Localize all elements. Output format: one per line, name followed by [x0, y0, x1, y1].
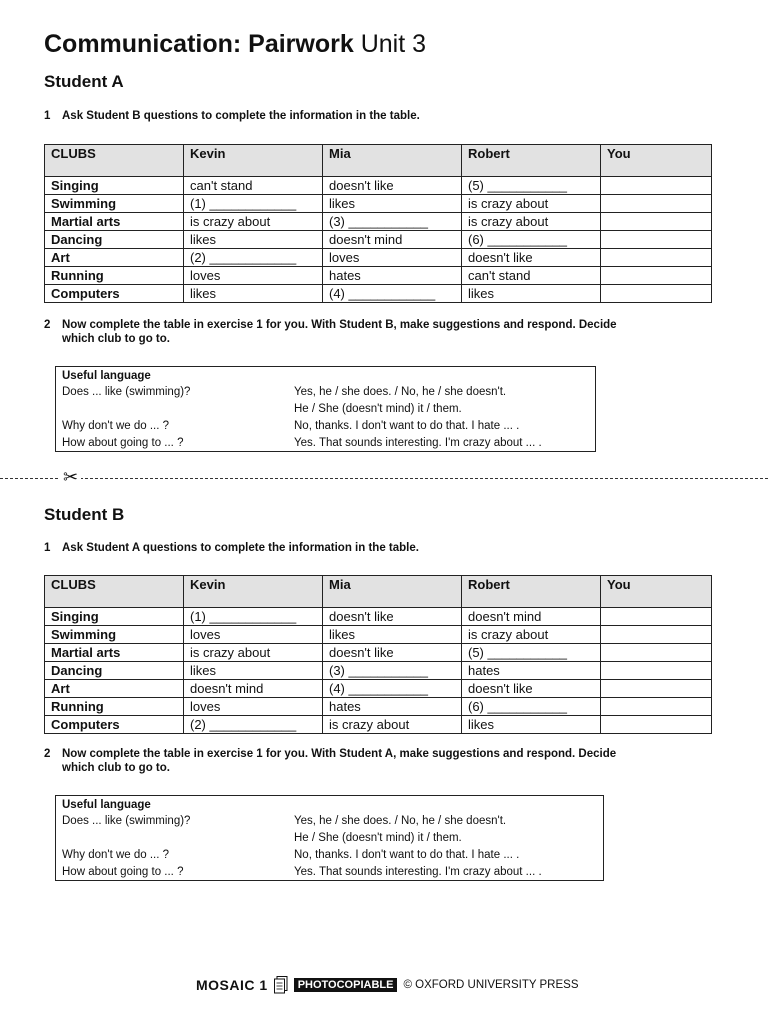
club-name-cell: Dancing: [45, 231, 184, 249]
scissors-icon: ✂: [60, 467, 81, 487]
exercise-number: 2: [44, 319, 51, 331]
table-cell: (3) ___________: [323, 213, 462, 231]
table-cell: doesn't like: [323, 608, 462, 626]
useful-language-question: How about going to ... ?: [62, 437, 184, 449]
club-name-cell: Computers: [45, 285, 184, 303]
photocopy-icon: [274, 976, 288, 994]
student-b-table-body: [45, 576, 712, 734]
table-cell: (5) ___________: [462, 177, 601, 195]
table-cell: (1) ____________: [184, 195, 323, 213]
table-cell: [601, 213, 712, 231]
student-a-table-body: [45, 145, 712, 303]
table-cell: [601, 608, 712, 626]
table-cell: hates: [462, 662, 601, 680]
title-unit: Unit 3: [360, 30, 427, 58]
club-name-cell: Martial arts: [45, 644, 184, 662]
column-header: Mia: [323, 145, 462, 177]
student-b-exercise-2: [44, 747, 616, 775]
table-row: [45, 680, 712, 698]
table-cell: doesn't mind: [323, 231, 462, 249]
table-cell: [601, 626, 712, 644]
table-row: [45, 177, 712, 195]
table-row: [45, 249, 712, 267]
column-header: CLUBS: [45, 576, 184, 608]
useful-language-question: Does ... like (swimming)?: [62, 386, 191, 398]
table-row: [45, 285, 712, 303]
table-cell: loves: [184, 698, 323, 716]
table-cell: [601, 662, 712, 680]
useful-language-question: How about going to ... ?: [62, 866, 184, 878]
table-cell: is crazy about: [462, 195, 601, 213]
table-cell: (2) ____________: [184, 716, 323, 734]
table-cell: likes: [184, 285, 323, 303]
table-cell: is crazy about: [462, 626, 601, 644]
table-row: [45, 662, 712, 680]
table-cell: [601, 644, 712, 662]
exercise-text-line-2: which club to go to.: [62, 333, 170, 345]
student-a-table: [44, 144, 712, 303]
exercise-text: Ask Student A questions to complete the information in the table.: [62, 542, 419, 554]
column-header: You: [601, 145, 712, 177]
table-cell: [601, 195, 712, 213]
useful-language-row: [62, 384, 589, 401]
table-row: [45, 644, 712, 662]
table-cell: loves: [184, 267, 323, 285]
club-name-cell: Running: [45, 267, 184, 285]
table-row: [45, 698, 712, 716]
table-cell: doesn't like: [323, 177, 462, 195]
table-row: [45, 267, 712, 285]
table-cell: [601, 680, 712, 698]
column-header: Robert: [462, 576, 601, 608]
table-cell: can't stand: [462, 267, 601, 285]
table-cell: (2) ____________: [184, 249, 323, 267]
useful-language-question: Why don't we do ... ?: [62, 849, 170, 861]
table-cell: likes: [462, 285, 601, 303]
table-cell: is crazy about: [184, 213, 323, 231]
student-a-useful-language-box: [55, 366, 596, 452]
exercise-text-line-1: Now complete the table in exercise 1 for you. With Student B, make suggestions and respond. Decide: [62, 319, 617, 331]
student-b-useful-language-box: [55, 795, 604, 881]
exercise-text-line-2: which club to go to.: [62, 762, 170, 774]
club-name-cell: Singing: [45, 608, 184, 626]
table-cell: doesn't mind: [462, 608, 601, 626]
table-cell: (3) ___________: [323, 662, 462, 680]
table-cell: [601, 285, 712, 303]
student-b-table: [44, 575, 712, 734]
table-row: [45, 608, 712, 626]
useful-language-response: Yes. That sounds interesting. I'm crazy about ... .: [294, 866, 542, 878]
table-cell: doesn't like: [462, 249, 601, 267]
useful-language-question: Does ... like (swimming)?: [62, 815, 191, 827]
column-header: Mia: [323, 576, 462, 608]
table-cell: is crazy about: [462, 213, 601, 231]
club-name-cell: Martial arts: [45, 213, 184, 231]
photocopiable-badge: PHOTOCOPIABLE: [294, 978, 398, 992]
club-name-cell: Dancing: [45, 662, 184, 680]
useful-language-response: Yes, he / she does. / No, he / she doesn't.: [294, 386, 507, 398]
useful-language-response: Yes. That sounds interesting. I'm crazy about ... .: [294, 437, 542, 449]
table-cell: (4) ___________: [323, 680, 462, 698]
table-cell: is crazy about: [323, 716, 462, 734]
useful-language-heading: Useful language: [62, 370, 151, 382]
club-name-cell: Swimming: [45, 626, 184, 644]
table-cell: hates: [323, 698, 462, 716]
table-cell: [601, 249, 712, 267]
column-header: Kevin: [184, 576, 323, 608]
table-cell: loves: [184, 626, 323, 644]
useful-language-response: No, thanks. I don't want to do that. I hate ... .: [294, 849, 520, 861]
exercise-number: 2: [44, 748, 51, 760]
table-row: [45, 716, 712, 734]
useful-language-row: [62, 401, 589, 418]
table-cell: doesn't mind: [184, 680, 323, 698]
table-header-row: [45, 576, 712, 608]
table-cell: [601, 716, 712, 734]
exercise-text: Ask Student B questions to complete the information in the table.: [62, 110, 420, 122]
useful-language-row: [62, 847, 597, 864]
table-cell: likes: [462, 716, 601, 734]
useful-language-question: [62, 401, 294, 418]
table-cell: doesn't like: [462, 680, 601, 698]
useful-language-response: No, thanks. I don't want to do that. I hate ... .: [294, 420, 520, 432]
table-cell: loves: [323, 249, 462, 267]
table-cell: (6) ___________: [462, 698, 601, 716]
student-a-exercise-1: [44, 109, 420, 123]
useful-language-question: [62, 830, 294, 847]
student-a-exercise-2: [44, 318, 617, 346]
table-row: [45, 626, 712, 644]
club-name-cell: Swimming: [45, 195, 184, 213]
useful-language-response: He / She (doesn't mind) it / them.: [294, 403, 462, 415]
table-cell: (5) ___________: [462, 644, 601, 662]
table-row: [45, 195, 712, 213]
footer-brand: MOSAIC 1: [196, 977, 268, 993]
club-name-cell: Computers: [45, 716, 184, 734]
column-header: CLUBS: [45, 145, 184, 177]
footer-copyright: © OXFORD UNIVERSITY PRESS: [403, 979, 579, 991]
footer: [196, 976, 579, 994]
column-header: Kevin: [184, 145, 323, 177]
exercise-number: 1: [44, 110, 51, 122]
title-bold: Communication: Pairwork: [44, 30, 354, 58]
exercise-text-line-1: Now complete the table in exercise 1 for you. With Student A, make suggestions and respond. Decide: [62, 748, 617, 760]
useful-language-response: Yes, he / she does. / No, he / she doesn't.: [294, 815, 507, 827]
page-title: [44, 30, 426, 59]
useful-language-question: Why don't we do ... ?: [62, 420, 170, 432]
table-cell: (4) ____________: [323, 285, 462, 303]
useful-language-row: [62, 435, 589, 452]
table-cell: doesn't like: [323, 644, 462, 662]
table-cell: (1) ____________: [184, 608, 323, 626]
useful-language-heading: Useful language: [62, 799, 151, 811]
table-cell: likes: [184, 231, 323, 249]
useful-language-row: [62, 830, 597, 847]
table-row: [45, 231, 712, 249]
table-header-row: [45, 145, 712, 177]
cut-line: [0, 478, 768, 479]
table-cell: likes: [184, 662, 323, 680]
column-header: You: [601, 576, 712, 608]
exercise-number: 1: [44, 542, 51, 554]
useful-language-row: [62, 864, 597, 881]
table-cell: likes: [323, 195, 462, 213]
table-cell: [601, 231, 712, 249]
column-header: Robert: [462, 145, 601, 177]
table-cell: likes: [323, 626, 462, 644]
table-cell: can't stand: [184, 177, 323, 195]
student-b-heading: Student B: [44, 505, 125, 524]
club-name-cell: Running: [45, 698, 184, 716]
useful-language-response: He / She (doesn't mind) it / them.: [294, 832, 462, 844]
club-name-cell: Art: [45, 249, 184, 267]
club-name-cell: Art: [45, 680, 184, 698]
useful-language-row: [62, 813, 597, 830]
club-name-cell: Singing: [45, 177, 184, 195]
table-cell: [601, 698, 712, 716]
useful-language-row: [62, 418, 589, 435]
table-cell: hates: [323, 267, 462, 285]
table-cell: [601, 267, 712, 285]
table-cell: (6) ___________: [462, 231, 601, 249]
student-a-heading: Student A: [44, 72, 124, 91]
table-row: [45, 213, 712, 231]
table-cell: [601, 177, 712, 195]
student-b-exercise-1: [44, 541, 419, 555]
useful-language-rows: [62, 384, 589, 452]
table-cell: is crazy about: [184, 644, 323, 662]
useful-language-rows: [62, 813, 597, 881]
